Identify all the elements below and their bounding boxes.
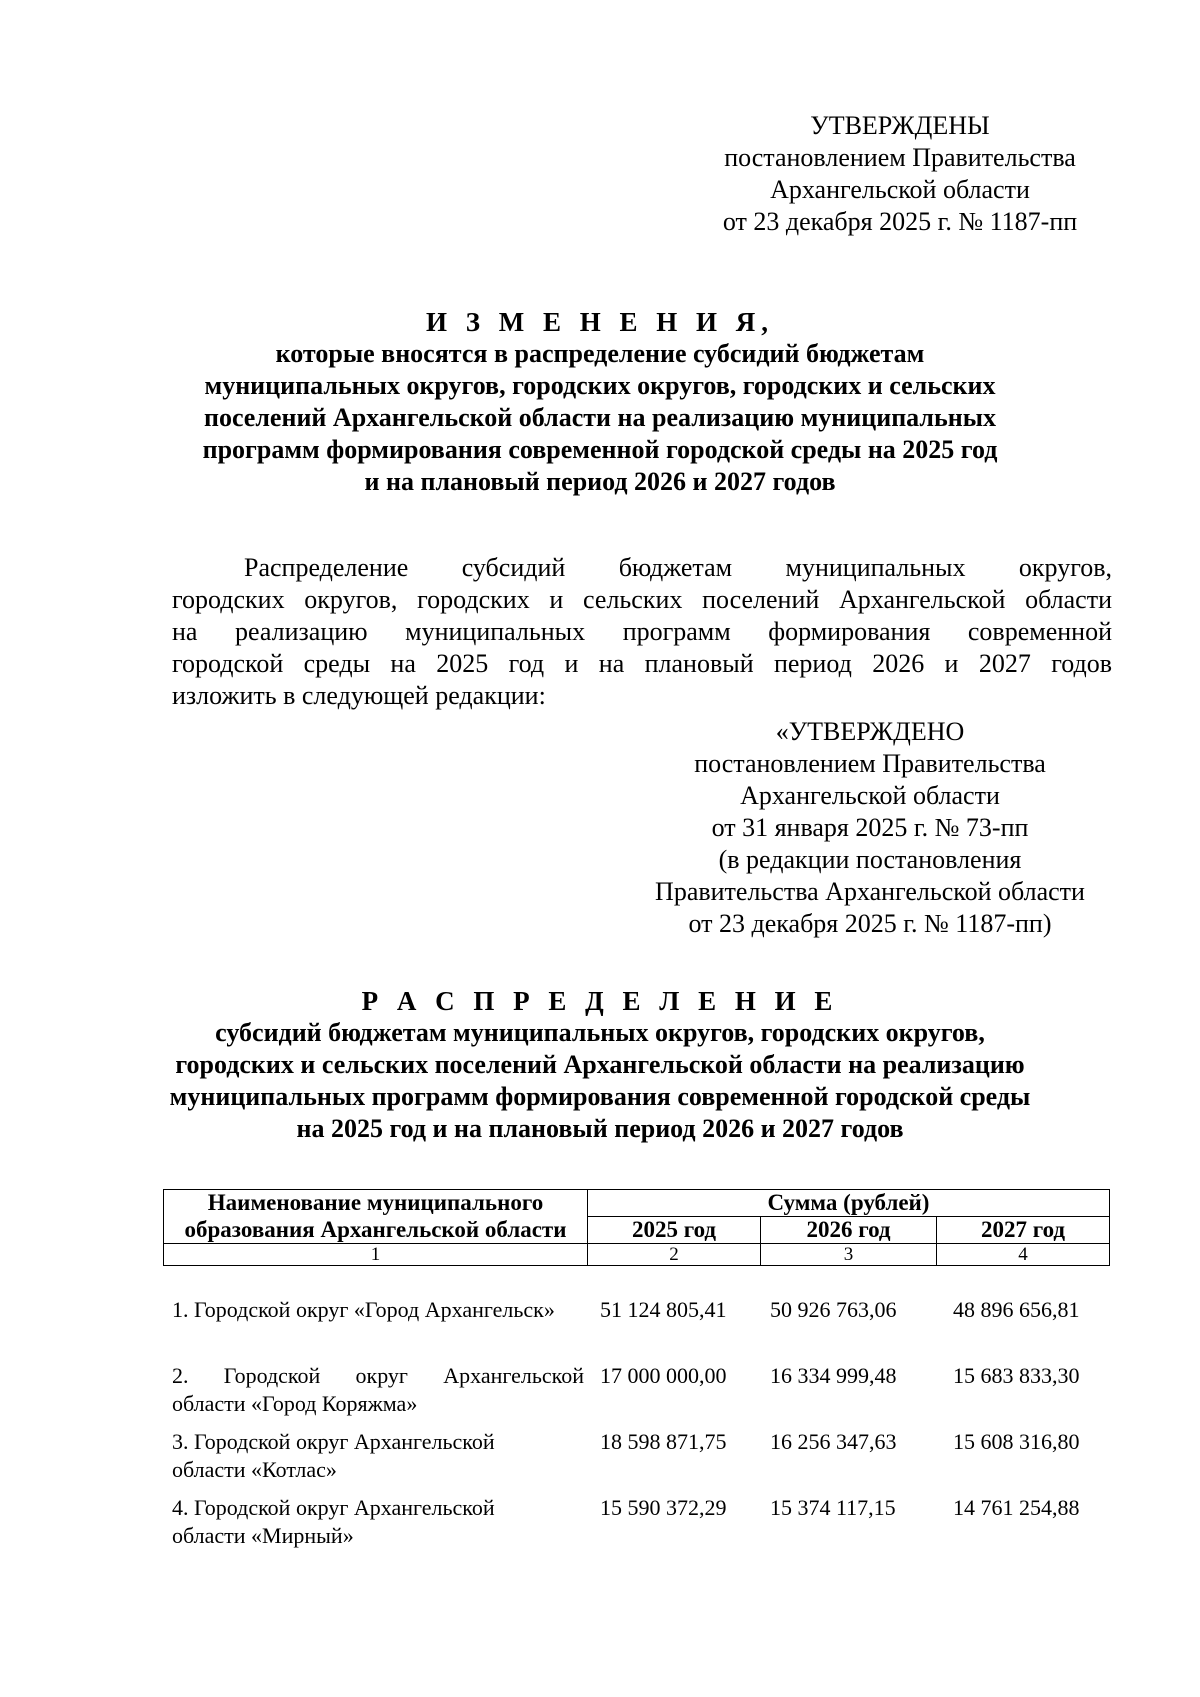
row-value-2025: 17 000 000,00 [600, 1363, 727, 1388]
header-year-label: 2026 год [806, 1217, 891, 1242]
row-value-2027: 48 896 656,81 [953, 1297, 1080, 1322]
header-year-2027 [937, 1217, 1110, 1244]
changes-title: И З М Е Н Е Н И Я, [425, 307, 774, 337]
header-year-2026 [761, 1217, 937, 1244]
row-name-cont: области «Город Коряжма» [172, 1391, 418, 1416]
changes-subtitle-line: которые вносятся в распределение субсидий бюджетам [275, 339, 925, 368]
row-value-2026: 15 374 117,15 [770, 1495, 896, 1520]
header-year-label: 2025 год [631, 1217, 717, 1242]
distribution-subtitle-line: на 2025 год и на плановый период 2026 и 2027 годов [296, 1114, 904, 1143]
row-value-2026: 16 334 999,48 [770, 1363, 897, 1388]
row-value-2025: 18 598 871,75 [600, 1429, 727, 1454]
distribution-subtitle-line: городских и сельских поселений Архангельской области на реализацию [175, 1050, 1025, 1079]
row-value-2025: 15 590 372,29 [600, 1495, 727, 1520]
quoted-approval-line: «УТВЕРЖДЕНО [775, 717, 965, 746]
approval-block [690, 110, 1110, 238]
row-name: 1. Городской округ «Город Архангельск» [172, 1297, 555, 1322]
approval-line: постановлением Правительства [724, 143, 1076, 172]
row-name: 4. Городской округ Архангельской [172, 1495, 495, 1520]
header-year-label: 2027 год [980, 1217, 1066, 1242]
distribution-heading [150, 985, 1050, 1145]
quoted-approval-line: Правительства Архангельской области [655, 877, 1085, 906]
row-value-2025: 51 124 805,41 [600, 1297, 727, 1322]
row-value-2027: 15 608 316,80 [953, 1429, 1080, 1454]
row-value-2026: 50 926 763,06 [770, 1297, 897, 1322]
approval-line: Архангельской области [770, 175, 1030, 204]
header-sum-cell [588, 1190, 1110, 1217]
changes-subtitle-line: поселений Архангельской области на реализацию муниципальных [203, 403, 997, 432]
row-name: 2. Городской округ Архангельской [172, 1363, 584, 1388]
row-value-2027: 15 683 833,30 [953, 1363, 1080, 1388]
subsidy-table-header [163, 1189, 1110, 1266]
col-number-2: 2 [588, 1244, 761, 1266]
row-name-cont: области «Котлас» [172, 1457, 337, 1482]
header-name-line: Наименование муниципального [207, 1190, 544, 1216]
paragraph-line: на реализацию муниципальных программ формирования современной [172, 617, 1112, 646]
body-paragraph [172, 552, 1112, 712]
row-value-2026: 16 256 347,63 [770, 1429, 897, 1454]
col-number-1: 1 [164, 1244, 588, 1266]
changes-subtitle-line: программ формирования современной городской среды на 2025 год [202, 435, 998, 464]
distribution-subtitle-line: муниципальных программ формирования современной городской среды [169, 1082, 1031, 1111]
paragraph-line: Распределение субсидий бюджетам муниципальных округов, [244, 553, 1112, 582]
changes-subtitle-line: и на плановый период 2026 и 2027 годов [364, 467, 836, 496]
quoted-approval-line: от 23 декабря 2025 г. № 1187-пп) [688, 909, 1052, 938]
distribution-title: Р А С П Р Е Д Е Л Е Н И Е [361, 986, 839, 1016]
paragraph-line: городской среды на 2025 год и на плановый период 2026 и 2027 годов [172, 649, 1112, 678]
approval-line: от 23 декабря 2025 г. № 1187-пп [722, 207, 1078, 236]
quoted-approval-line: (в редакции постановления [718, 845, 1022, 874]
header-name-line: образования Архангельской области [184, 1216, 567, 1242]
changes-heading [150, 306, 1050, 498]
row-name: 3. Городской округ Архангельской [172, 1429, 495, 1454]
header-name-cell-2 [164, 1217, 588, 1244]
paragraph-line: изложить в следующей редакции: [172, 681, 546, 710]
paragraph-line: городских округов, городских и сельских поселений Архангельской области [172, 585, 1112, 614]
quoted-approval-line: постановлением Правительства [694, 749, 1046, 778]
header-year-2025 [588, 1217, 761, 1244]
distribution-subtitle-line: субсидий бюджетам муниципальных округов, городских округов, [215, 1018, 985, 1047]
header-sum-label: Сумма (рублей) [767, 1190, 930, 1215]
col-number-4: 4 [937, 1244, 1110, 1266]
changes-subtitle-line: муниципальных округов, городских округов, городских и сельских [204, 371, 996, 400]
header-name-cell [164, 1190, 588, 1217]
quoted-approval-block [620, 716, 1120, 940]
quoted-approval-line: Архангельской области [740, 781, 1000, 810]
col-number-3: 3 [761, 1244, 937, 1266]
row-name-cont: области «Мирный» [172, 1523, 354, 1548]
quoted-approval-line: от 31 января 2025 г. № 73-пп [711, 813, 1029, 842]
approval-line: УТВЕРЖДЕНЫ [810, 111, 990, 140]
row-value-2027: 14 761 254,88 [953, 1495, 1080, 1520]
